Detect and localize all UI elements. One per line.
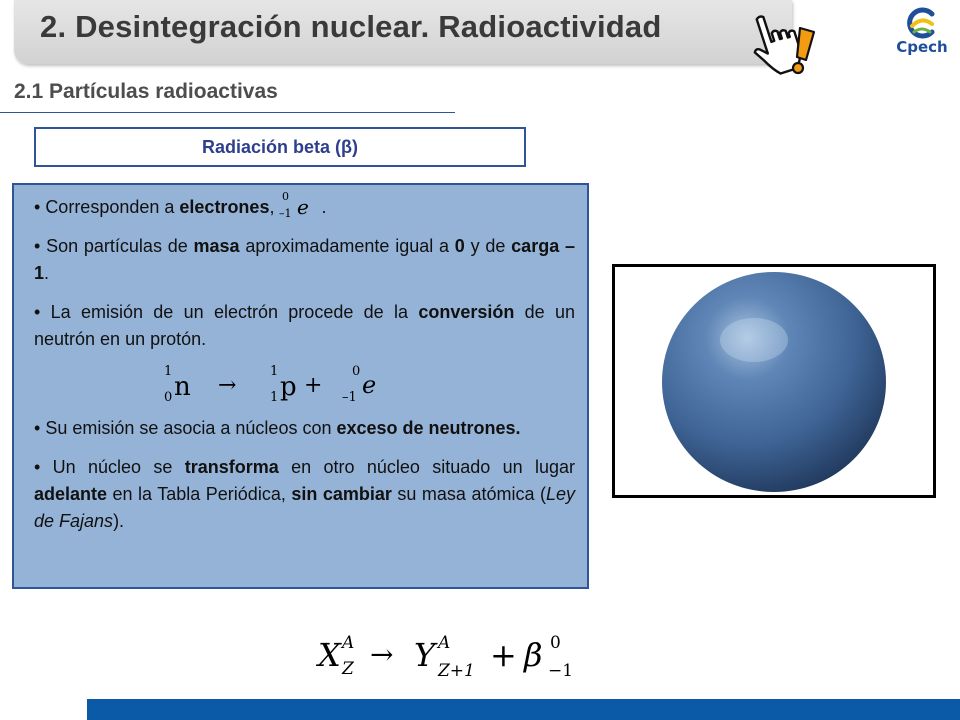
logo-text: Cpech [896,38,948,56]
proton-charge: 1 [270,390,279,405]
bullet-bold: 0 [454,236,465,256]
cpech-logo-mark [890,6,954,42]
decay-arrow: → [218,373,237,398]
bullet-text: , [269,197,280,217]
bullet-text: su masa atómica ( [391,484,546,504]
bullet-electrons: • Corresponden a electrones, 0 –1 e . [34,190,327,221]
plus-sign: + [304,373,323,398]
bullet-text: aproximadamente igual a [239,236,455,256]
parent-mass-number: A [342,633,355,653]
content-panel [12,183,589,589]
bullet-text: Corresponden a [45,197,180,217]
bullet-text: ). [113,511,125,531]
bullet-bold: masa [193,236,240,256]
bullet-neutron-excess: • Su emisión se asocia a núcleos con exceso de neutrones. [34,418,521,438]
neutron-charge: 0 [164,390,173,405]
bullet-bold: conversión [418,302,515,322]
daughter-mass-number: A [438,633,451,653]
pointing-hand-icon [748,6,822,84]
bullet-text: de un neutrón en un protón. [34,302,576,349]
bullet-text: y de [464,236,512,256]
section-subtitle: 2.1 Partículas radioactivas [14,80,278,103]
beta-particle: β [524,636,543,674]
electron-letter: e [297,195,310,220]
neutron-decay-svg [162,361,392,407]
decay-electron-mass: 0 [352,364,361,379]
neutron-decay-equation [34,361,575,407]
bullet-text: en otro núcleo situado un lugar [278,457,575,477]
electron-symbol [279,188,321,220]
decay-electron-letter: e [362,371,377,399]
bullet-text: . [321,197,327,217]
parent-atomic-number: Z [342,659,354,679]
daughter-nucleus: Y [414,636,436,674]
beta-mass-number: 0 [550,633,561,653]
bullet-conversion: • La emisión de un electrón procede de la conversión de un neutrón en un protón. [34,302,576,349]
bullet-fajans-law: • Un núcleo se transforma en otro núcleo situado un lugar adelante en la Tabla Periódica, sin cambiar su masa atómica (Ley de Fajans). [34,457,576,531]
equation-plus: + [490,636,517,674]
bullet-bold: transforma [184,457,279,477]
bullet-bold: adelante [34,484,108,504]
beta-radiation-box [34,127,526,167]
bullet-text: Son partículas de [46,236,194,256]
bullet-text: Un núcleo se [52,457,185,477]
bullet-text: en la Tabla Periódica, [107,484,292,504]
neutron-mass: 1 [164,364,173,379]
bullet-bold: sin cambiar [291,484,392,504]
general-beta-equation [316,626,586,680]
footer-bar [87,699,960,720]
bullet-text: . [44,263,50,283]
decay-electron-charge: –1 [342,390,357,405]
bullet-text: Su emisión se asocia a núcleos con [45,418,337,438]
electron-sphere-image [659,270,889,494]
bullet-mass-charge: • Son partículas de masa aproximadamente igual a 0 y de carga –1. [34,236,575,283]
neutron-letter: n [174,372,191,402]
cpech-logo [890,6,954,62]
parent-nucleus: X [318,636,341,674]
bullet-bold: carga –1 [34,236,575,283]
proton-letter: p [280,372,297,402]
subtitle-divider [0,112,455,113]
daughter-atomic-number: Z+1 [438,661,475,680]
electron-sphere-frame [612,264,936,498]
bullet-bold: electrones [179,197,270,217]
title-bar [14,0,792,64]
beta-charge: −1 [548,661,574,680]
electron-mass: 0 [282,190,290,204]
proton-mass: 1 [270,364,279,379]
equation-arrow: → [370,638,394,671]
bullet-italic: Ley de Fajans [34,484,576,531]
page-title: 2. Desintegración nuclear. Radioactividad [40,9,662,44]
beta-radiation-label: Radiación beta (β) [201,136,358,157]
electron-charge: –1 [279,207,292,221]
bullet-text: La emisión de un electrón procede de la [50,302,419,322]
bullet-bold: exceso de neutrones. [336,418,521,438]
